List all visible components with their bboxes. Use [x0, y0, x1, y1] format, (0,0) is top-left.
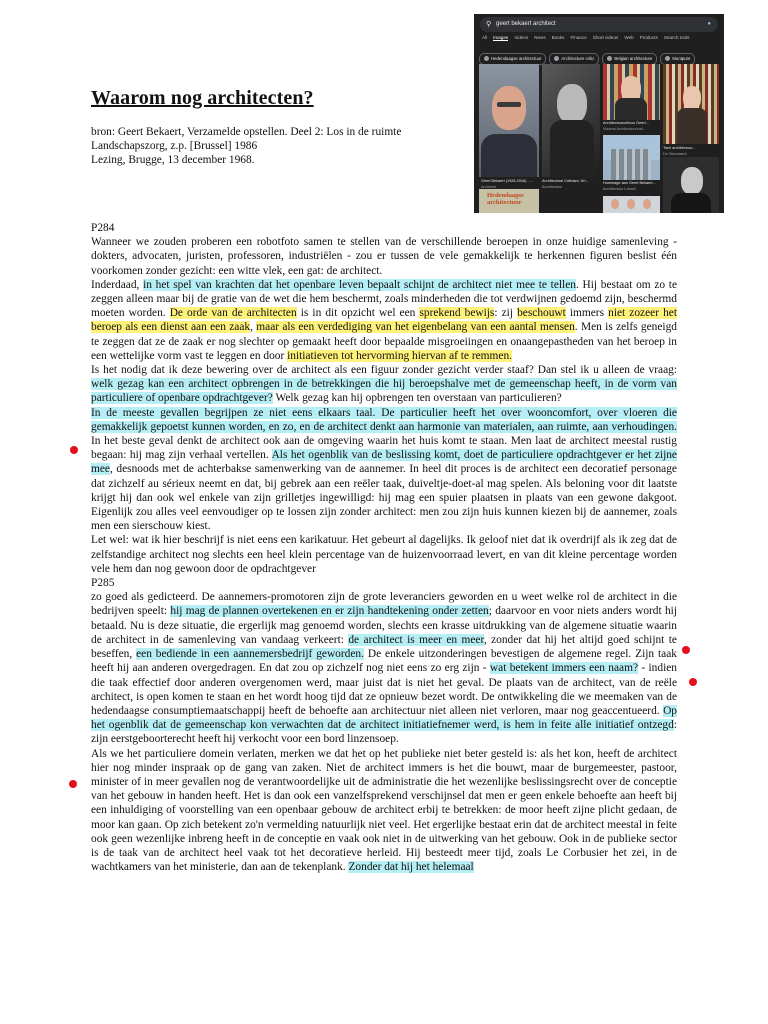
margin-annotation-dot	[69, 780, 77, 788]
result-caption: Hommage aan Geert Bekaert...	[603, 181, 656, 185]
highlight-blue: welk gezag kan een architect opbrengen in de betrekkingen die hij beroepshalve met de gemeenschap heeft, in de vorm van particuliere of openbare opdrachtgever?	[91, 378, 677, 405]
text-run: In het beste geval denkt de architect ook aan de omgeving waarin het huis komt te staan. Men laat de architect meestal rustig begaan: hij mag zijn verhaal vertellen.	[91, 435, 677, 462]
search-tab[interactable]: Books	[551, 35, 565, 40]
text-run: , desnoods met de achterbakse samenwerking van de aannemer. In heel dit proces is de architect een decoratief personage dat zichzelf au sérieux neemt en dat, bij gebrek aan een reëler taak, duiveltje-doet-al mag spelen. Als beloning voor dit laatste krijgt hij dan ook wel enkele van zijn grilletjes ingewilligd: hij mag een spuier plaatsen in plaats van een gewone dakgoot. Eigenlijk zou alles veel eenvoudiger op te lossen zijn zonder architect: men zou zijn huis kunnen kiezen bij de aannemer, zoals men een sierschouw kiest.	[91, 463, 677, 533]
text-run: ,	[250, 321, 257, 334]
page-number-label: P285	[91, 577, 115, 590]
highlight-blue: in het spel van krachten dat het openbare leven bepaalt schijnt de architect niet mee te tellen	[143, 278, 576, 291]
search-tab[interactable]: Search tools	[663, 35, 690, 40]
highlight-yellow: initiatieven tot hervorming hiervan af te remmen.	[287, 349, 512, 362]
result-caption: Geert Bekaert (1928-2016) - ...	[481, 179, 533, 183]
body-paragraph	[91, 590, 677, 746]
result-image-2[interactable]	[542, 64, 600, 177]
highlight-blue: Op het ogenblik dat de gemeenschap kon verwachten dat de architect initiatiefnemer werd, is hem in feite alle initiatief ontzegd	[91, 704, 677, 732]
citation-line: bron: Geert Bekaert, Verzamelde opstellen. Deel 2: Los in de ruimte	[91, 126, 402, 138]
search-chips	[479, 47, 698, 65]
text-run: immers	[565, 307, 609, 320]
search-tab[interactable]: News	[534, 35, 546, 40]
result-image-8[interactable]	[603, 196, 660, 213]
text-run: De enkele uitzonderingen bevestigen de algemene regel. Zijn taak heeft hij aan anderen overgedragen. En dat zou op zichzelf nog niet eens zo erg zijn -	[91, 648, 677, 675]
highlight-yellow: beschouwt	[517, 307, 566, 320]
text-run: . Men is zelfs geneigd te zeggen dat ze de zaak er nog slechter op gemaakt heeft door bepaalde misgroeiingen en onaangepastheden van het beroep in een wettelijke vorm vast te leggen en door	[91, 321, 677, 362]
text-run: Is het nodig dat ik deze bewering over de architect als een figuur zonder gezicht verder staaf? Dan stel ik u alleen de vraag:	[91, 364, 677, 377]
chip-thumbnail-icon	[484, 56, 489, 61]
highlight-yellow: maar als een verdediging van het eigenbelang van een aantal mensen	[256, 321, 575, 334]
highlight-blue: Zonder dat hij het helemaal	[348, 861, 474, 874]
body-paragraph	[91, 235, 677, 278]
result-image-5[interactable]	[603, 135, 660, 180]
text-run: . Hij bestaat om zo te zeggen alleen maar bij de gratie van de wet die hem beschermt, zoals minderheden die tot verdwijnen gedoemd zijn, beschermd moeten worden.	[91, 278, 678, 320]
text-run: Welk gezag kan hij opbrengen ten overstaan van particulieren?	[272, 392, 562, 405]
search-tabs	[482, 35, 695, 40]
search-results-screenshot	[474, 14, 724, 213]
search-query: geert bekaert architect	[496, 21, 556, 27]
result-source: Architectuur Lokaal	[603, 187, 636, 191]
body-paragraph	[91, 363, 677, 406]
result-image-6[interactable]	[663, 157, 719, 213]
chip-thumbnail-icon	[607, 56, 612, 61]
body-paragraph	[91, 406, 677, 534]
chip-label: Hedendaagse architectuur	[491, 56, 542, 61]
mic-icon[interactable]: ●	[707, 21, 711, 27]
body-paragraph	[91, 533, 677, 576]
text-run: : zijn eerstgeboorterecht heeft hij verkocht voor een bord linzensoep.	[91, 719, 677, 746]
chip-thumbnail-icon	[554, 56, 559, 61]
result-image-1[interactable]	[479, 64, 539, 177]
text-run: Als we het particuliere domein verlaten, merken we dat het op het publieke niet beter gesteld is: als het kon, heeft de architect hier nog minder inspraak op de gang van zaken. Niet de architect immers is het die bouwt, maar de burgemeester, pastoor, minister of in meer gevallen nog de verantwoordelijke uit de administratie die het wezenlijke beslissingsrecht over de conceptie van het gebouw in handen heeft. Het is dan ook een vanzelfsprekend verschijnsel dat men er geen enkele behoefte aan heeft bij een inhuldiging of voorstelling van een openbaar gebouw de architect erbij te betrekken: de moor heeft zijne plicht gedaan, de moor kan gaan. Op zich betekent zo'n vermelding natuurlijk niet veel. Het ergerlijke bestaat erin dat de architect meestal in feite ook geen wezenlijke inbreng heeft in de conceptie en vaak ook niet in de uitwerking van het gebouw. Ook in de publieke sector is de taak van de architect heel vaak tot het decoratieve herleid. Hij besteedt meer tijd, zoals Le Corbusier het zei, in de wachtkamers van het ministerie, dan aan de tekenplank.	[91, 747, 677, 874]
result-caption: Architectuurcriticus Geert...	[603, 121, 649, 125]
book-title-line: architectuur	[487, 199, 522, 206]
chip-label: Architecture critic	[561, 56, 595, 61]
body-paragraph	[91, 278, 677, 363]
text-run: : zij	[494, 307, 518, 320]
source-citation	[91, 125, 401, 168]
text-run: ; daarvoor en voor niets anders wordt hij betaald. Nu is deze situatie, die ergerlijk mag genoemd worden, slechts een krasse uitdrukking van de algemene situatie waarin de architect in de samenleving van vandaag verkeert:	[91, 605, 678, 646]
result-caption: Toen architectuur...	[663, 146, 696, 150]
highlight-yellow: sprekend bewijs	[419, 307, 495, 320]
highlight-blue: de architect is meer en meer	[348, 633, 484, 646]
text-run: , zonder dat hij het altijd goed schijnt te beseffen,	[91, 633, 677, 661]
search-tab[interactable]: Short videos	[592, 35, 619, 40]
highlight-blue: In de meeste gevallen begrijpen ze niet eens elkaars taal. De particulier heeft het over wooncomfort, over vloeren die gemakkelijk gepoetst kunnen worden, en zo, en de architect denkt aan harmonie van materialen, aan ruimte, aan verhoudingen.	[91, 406, 677, 433]
highlight-blue: hij mag de plannen overtekenen en er zijn handtekening onder zetten	[170, 605, 489, 618]
result-image-4[interactable]	[663, 64, 719, 144]
result-caption: Architectural Criticism: Kri...	[542, 179, 589, 183]
result-source: Archined	[481, 185, 496, 189]
search-icon: ⚲	[486, 21, 492, 28]
result-image-3[interactable]	[603, 64, 660, 120]
result-source: Vlaams Architectuurinst...	[603, 127, 646, 131]
search-tab[interactable]: Products	[639, 35, 658, 40]
search-tab[interactable]: Web	[624, 35, 634, 40]
result-source: Architecture	[542, 185, 563, 189]
result-image-book-cover[interactable]	[479, 189, 539, 213]
highlight-blue: een bediende in een aannemersbedrijf geworden.	[136, 648, 364, 661]
book-title-line: Hedendaagse	[487, 192, 524, 199]
margin-annotation-dot	[70, 446, 78, 454]
highlight-blue: wat betekent immers een naam?	[489, 662, 639, 675]
search-tab[interactable]: All	[482, 35, 488, 40]
margin-annotation-dot	[689, 678, 697, 686]
search-tab[interactable]: Finance	[570, 35, 587, 40]
document-title: Waarom nog architecten?	[91, 87, 314, 109]
chip-label: Belgian architecture	[614, 56, 653, 61]
chip-label: Muntpunt	[672, 56, 691, 61]
text-run: Inderdaad,	[91, 278, 144, 291]
text-run: Wanneer we zouden proberen een robotfoto samen te stellen van de verschillende beroepen in onze huidige samenleving - dokters, advocaten, juristen, professoren, industriëlen - zou er tussen de vele gemakkelijk te herkennen figuren beslist één voorkomen zonder gezicht: een witte vlek, een gat: de architect.	[91, 236, 677, 277]
page-number-label: P284	[91, 222, 115, 234]
margin-annotation-dot	[682, 646, 690, 654]
citation-line: Landschapszorg, z.p. [Brussel] 1986	[91, 140, 258, 153]
result-source: De Standaard	[663, 152, 687, 156]
chip-thumbnail-icon	[665, 56, 670, 61]
highlight-blue: Als het ogenblik van de beslissing komt, doet de particuliere opdrachtgever er het zijne mee	[91, 449, 677, 476]
highlight-yellow: De orde van de architecten	[169, 307, 297, 320]
highlight-yellow: niet zozeer het beroep als een dienst aan een zaak	[91, 307, 677, 334]
document-body	[91, 221, 677, 874]
text-run: is in dit opzicht wel een	[296, 307, 420, 320]
citation-line: Lezing, Brugge, 13 december 1968.	[91, 154, 255, 167]
text-run: - indien die taak effectief door anderen overgenomen werd, maar juist dat is niet het geval. De plaats van de architect, van de reële architect, is open komen te staan en het wordt hoog tijd dat ze opnieuw bezet wordt. De ontwikkeling die we meemaken van de hedendaagse consumptiemaatschappij heeft de behoefte aan architectuur niet alleen niet verloren, maar nog geaccentueerd.	[91, 662, 677, 717]
search-tab[interactable]: Images	[493, 35, 509, 40]
text-run: Let wel: wat ik hier beschrijf is niet eens een karikatuur. Het gebeurt al dagelijks. Ik geloof niet dat ik overdrijf als ik zeg dat de zelfstandige architect nog slechts een heel klein percentage van de huizenvoorraad levert, en van dit kleine percentage worden vele hem dan nog gewoon door de opdrachtgever	[91, 534, 677, 575]
search-tab[interactable]: Videos	[514, 35, 529, 40]
search-bar[interactable]	[480, 17, 718, 32]
text-run: zo goed als gedicteerd. De aannemers-promotoren zijn de grote leveranciers geworden en u weet welke rol de architect in die bedrijven speelt:	[91, 591, 677, 618]
body-paragraph	[91, 747, 677, 875]
